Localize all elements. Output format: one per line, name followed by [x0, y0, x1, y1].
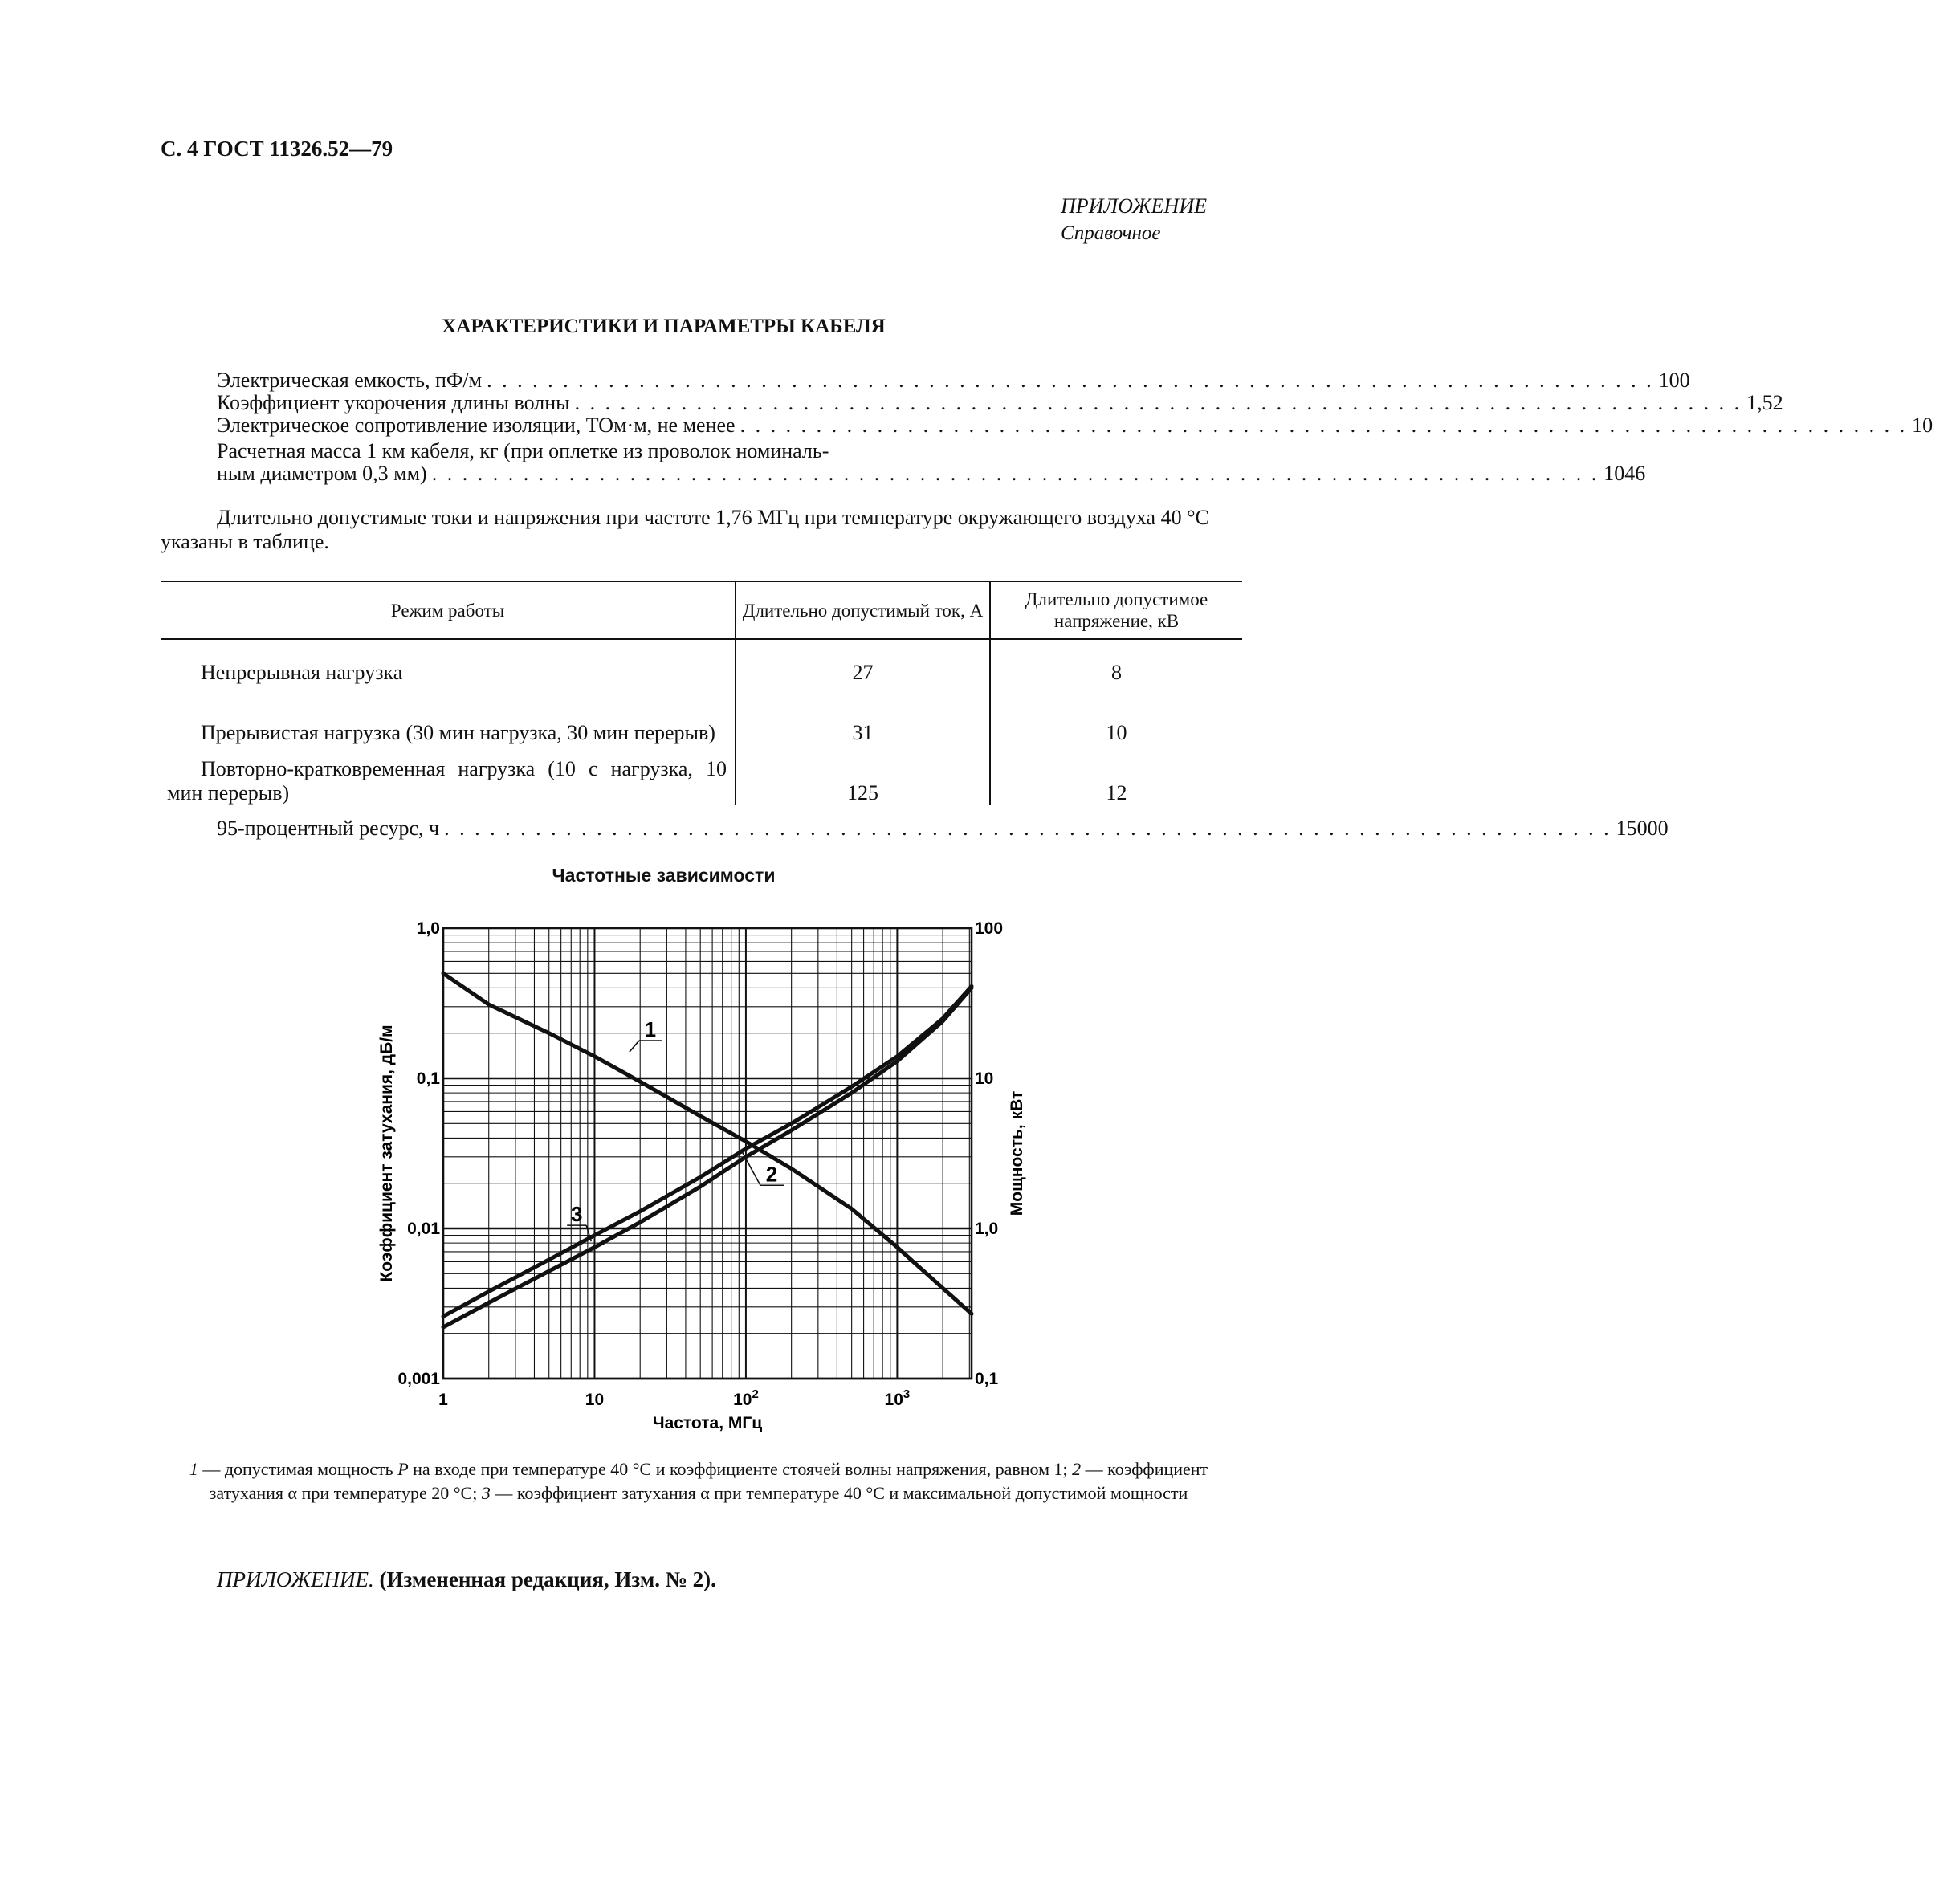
y-tick-label: 1,0 [416, 919, 440, 938]
x-tick-label: $10^2$ [733, 1387, 759, 1409]
curve-label-3: 3 [570, 1202, 583, 1227]
param-label: ным диаметром 0,3 мм) [217, 462, 427, 485]
table-cell-voltage: 12 [990, 745, 1242, 805]
table-header-voltage: Длительно допустимое напряжение, кВ [990, 581, 1242, 639]
param-label: Коэффициент укорочения длины волны [217, 391, 570, 414]
param-value: 1046 [1603, 462, 1646, 485]
leader-dots [482, 369, 1659, 392]
y2-tick-label: 100 [975, 919, 1004, 938]
appendix-title: ПРИЛОЖЕНИЕ [1061, 194, 1207, 218]
series-line-3 [443, 986, 972, 1316]
chart-title: Частотные зависимости [552, 865, 776, 886]
x-tick-label: $10^3$ [884, 1387, 911, 1409]
current-voltage-table [161, 581, 1242, 805]
resource-value: 15000 [1616, 817, 1669, 840]
curve-label-2: 2 [765, 1162, 778, 1187]
plot-frame [443, 928, 972, 1379]
table-cell-current: 31 [736, 685, 990, 745]
table-cell-mode: Прерывистая нагрузка (30 мин нагрузка, 30 мин перерыв) [201, 721, 715, 744]
y-tick-label: 0,1 [416, 1069, 440, 1088]
parameter-list [217, 369, 1934, 485]
intro-paragraph [161, 506, 1245, 554]
param-value: 100 [1658, 369, 1690, 392]
frequency-chart [345, 907, 1026, 1445]
y-tick-label: 0,001 [397, 1370, 440, 1388]
leader-dots [736, 414, 1913, 437]
table-row [161, 639, 1242, 685]
y-axis-label: Коэффициент затухания, дБ/м [377, 1025, 396, 1282]
footer-note: ПРИЛОЖЕНИЕ. (Измененная редакция, Изм. № 2). [217, 1567, 716, 1591]
chart-caption: 1 — допустимая мощность Р на входе при температуре 40 °С и коэффициенте стоячей волны напряжения, равном 1; 2 — коэффициент затухания α при температуре 20 °С; 3 — коэффициент затухания α при температуре 40 °С и максимальной допустимой мощности [189, 1459, 1208, 1503]
param-mass-line1: Расчетная масса 1 км кабеля, кг (при оплетке из проволок номиналь- [217, 439, 829, 462]
table-header-row [161, 581, 1242, 639]
appendix-label [1061, 193, 1207, 247]
y2-tick-label: 10 [975, 1069, 994, 1088]
param-value: 10 [1912, 413, 1934, 437]
resource-label: 95-процентный ресурс, ч [217, 817, 440, 840]
table-row [161, 745, 1242, 805]
series-line-1 [443, 973, 972, 1314]
table-cell-mode: Повторно-кратковременная нагрузка (10 с нагрузка, 10 мин перерыв) [167, 757, 727, 805]
x-axis-label: Частота, МГц [652, 1414, 763, 1432]
y2-tick-label: 1,0 [975, 1220, 999, 1238]
table-cell-mode: Непрерывная нагрузка [201, 661, 403, 684]
leader-line [630, 1041, 639, 1052]
param-value: 1,52 [1746, 391, 1783, 414]
param-label: Электрическое сопротивление изоляции, ТОм·м, не менее [217, 413, 736, 437]
param-label: Электрическая емкость, пФ/м [217, 369, 483, 392]
x-tick-label: 10 [585, 1391, 605, 1409]
table-cell-voltage: 8 [990, 639, 1242, 685]
y2-axis-label: Мощность, кВт [1008, 1090, 1026, 1216]
table-cell-current: 125 [736, 745, 990, 805]
leader-dots [439, 817, 1616, 839]
leader-dots [570, 392, 1747, 414]
param-insulation [217, 413, 1934, 437]
table-header-mode: Режим работы [161, 581, 736, 639]
table-cell-current: 27 [736, 639, 990, 685]
param-mass [217, 462, 1646, 485]
appendix-subtitle: Справочное [1061, 222, 1161, 244]
x-tick-label: 1 [438, 1391, 448, 1409]
page-header: С. 4 ГОСТ 11326.52—79 [161, 136, 393, 161]
table-header-current: Длительно допустимый ток, А [736, 581, 990, 639]
param-shortening [217, 391, 1783, 414]
table-row [161, 685, 1242, 745]
resource-line [217, 817, 1669, 840]
y-tick-label: 0,01 [407, 1220, 440, 1238]
intro-text: Длительно допустимые токи и напряжения при частоте 1,76 МГц при температуре окружающего воздуха 40 °С указаны в таблице. [161, 506, 1209, 553]
table-cell-voltage: 10 [990, 685, 1242, 745]
series-line-2 [443, 988, 972, 1327]
section-title: ХАРАКТЕРИСТИКИ И ПАРАМЕТРЫ КАБЕЛЯ [442, 316, 886, 337]
param-capacitance [217, 369, 1690, 392]
curve-label-1: 1 [644, 1017, 657, 1042]
leader-dots [427, 462, 1604, 485]
y2-tick-label: 0,1 [975, 1370, 999, 1388]
